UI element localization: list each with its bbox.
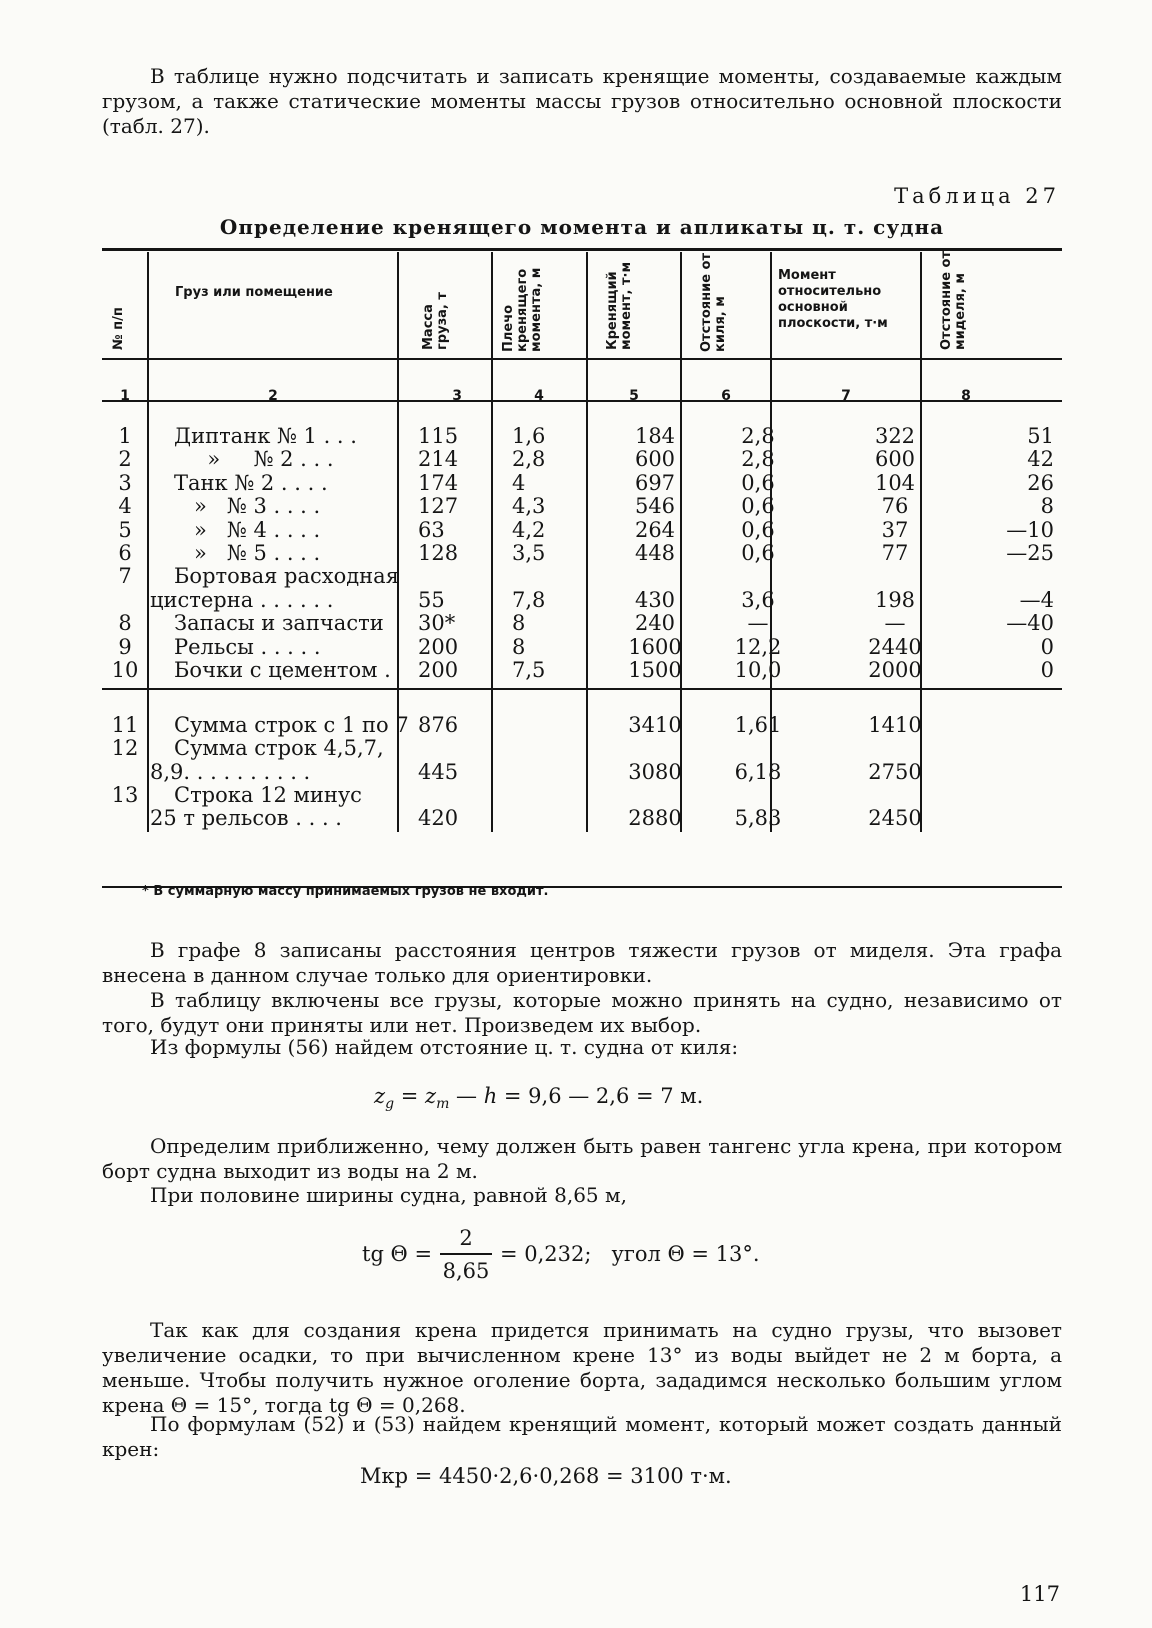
col-number: 6: [721, 388, 731, 404]
footnote: * В суммарную массу принимаемых грузов не входит.: [142, 884, 549, 899]
table-row: [102, 658, 1062, 682]
fraction-bar: [440, 1253, 492, 1255]
col-number: 1: [120, 388, 130, 404]
paragraph-included: В таблицу включены все грузы, которые можно принять на судно, независимо от того, будут они приняты или нет. Произведем их выбор.: [102, 988, 1062, 1037]
row-arm: 4,3: [512, 494, 546, 519]
row-mass: 63: [418, 517, 445, 542]
row-moment: 3410: [628, 713, 682, 737]
header-arm: Плечо кренящего момента, м: [501, 267, 544, 352]
row-midship: 51: [1027, 424, 1054, 448]
row-keel: 12,2: [734, 634, 782, 659]
table-row: [102, 424, 1062, 448]
row-cargo: Сумма строк с 1 по 7: [174, 713, 409, 737]
row-cargo: Бортовая расходная: [174, 564, 399, 589]
col-number: 2: [268, 388, 278, 404]
row-base-moment: 2750: [868, 760, 922, 784]
table-top-rule: [102, 248, 1062, 251]
formula-tg-denominator: 8,65: [442, 1259, 490, 1283]
row-cargo: 25 т рельсов . . . .: [150, 806, 342, 830]
formula-tg-lhs: tg Θ =: [362, 1242, 433, 1266]
row-mass: 30*: [418, 611, 456, 636]
row-number: 11: [111, 713, 139, 737]
row-mass: 876: [418, 713, 459, 737]
row-mass: 214: [418, 447, 459, 472]
header-npp: № п/п: [111, 307, 126, 350]
row-midship: —40: [1006, 611, 1054, 636]
row-base-moment: 77: [881, 541, 909, 565]
row-arm: 4: [512, 470, 526, 495]
row-cargo: Бочки с цементом .: [174, 658, 391, 682]
row-moment: 3080: [628, 760, 682, 784]
row-number: 7: [118, 564, 132, 589]
header-midship: Отстояние от миделя, м: [939, 250, 968, 350]
row-arm: 7,8: [512, 587, 546, 612]
row-arm: 3,5: [512, 541, 546, 565]
table-row: [102, 588, 1062, 612]
row-cargo: Строка 12 минус: [174, 783, 362, 807]
row-midship: —10: [1006, 517, 1054, 542]
row-base-moment: 1410: [868, 713, 922, 737]
row-base-moment: —: [884, 611, 906, 636]
row-number: 5: [118, 517, 132, 542]
row-base-moment: 198: [874, 587, 916, 612]
row-number: 9: [118, 634, 132, 659]
row-base-moment: 37: [881, 517, 909, 542]
row-base-moment: 2450: [868, 806, 922, 830]
row-cargo: » № 2 . . .: [174, 447, 334, 472]
header-rule: [102, 358, 1062, 360]
row-arm: 8: [512, 634, 526, 659]
paragraph-tangent: Определим приближенно, чему должен быть равен тангенс угла крена, при котором борт судна выходит из воды на 2 м.: [102, 1134, 1062, 1183]
header-cargo: Груз или помещение: [175, 285, 333, 300]
row-midship: 8: [1040, 494, 1054, 519]
row-moment: 448: [634, 541, 676, 565]
table-row: [102, 806, 1062, 830]
row-cargo: » № 5 . . . .: [174, 541, 321, 565]
row-midship: —4: [1019, 587, 1054, 612]
row-mass: 115: [418, 424, 459, 448]
row-base-moment: 104: [874, 470, 916, 495]
header-mass: Масса груза, т: [421, 292, 450, 350]
row-midship: 42: [1027, 447, 1054, 472]
row-moment: 697: [634, 470, 676, 495]
paragraph-formulas: По формулам (52) и (53) найдем кренящий момент, который может создать данный крен:: [102, 1412, 1062, 1461]
row-keel: 2,8: [741, 447, 775, 472]
row-moment: 2880: [628, 806, 682, 830]
row-keel: 0,6: [741, 517, 775, 542]
row-arm: 2,8: [512, 447, 546, 472]
row-keel: 10,0: [734, 658, 782, 682]
row-cargo: Запасы и запчасти: [174, 611, 384, 636]
col-number: 7: [841, 388, 851, 404]
row-arm: 4,2: [512, 517, 546, 542]
formula-tg-numerator: 2: [459, 1226, 473, 1250]
paragraph-halfwidth: При половине ширины судна, равной 8,65 м,: [150, 1183, 627, 1207]
row-cargo: » № 4 . . . .: [174, 517, 321, 542]
col-number: 4: [534, 388, 544, 404]
formula-zg: $z_g = z_m$ — h = 9,6 — 2,6 = 7 м.: [374, 1084, 704, 1113]
row-keel: 0,6: [741, 494, 775, 519]
table-row: [102, 783, 1062, 807]
row-arm: 7,5: [512, 658, 546, 682]
row-number: 12: [111, 736, 139, 760]
col-number: 8: [961, 388, 971, 404]
row-moment: 430: [634, 587, 676, 612]
col-number: 5: [629, 388, 639, 404]
row-keel: —: [747, 611, 769, 636]
row-midship: 0: [1040, 658, 1054, 682]
row-base-moment: 76: [881, 494, 909, 519]
row-cargo: » № 3 . . . .: [174, 494, 321, 519]
paragraph-graph8: В графе 8 записаны расстояния центров тяжести грузов от миделя. Эта графа внесена в данном случае только для ориентировки.: [102, 938, 1062, 987]
row-mass: 128: [418, 541, 459, 565]
row-cargo: 8,9. . . . . . . . . .: [150, 760, 311, 784]
row-number: 4: [118, 494, 132, 519]
table-row: [102, 736, 1062, 760]
table-row: [102, 541, 1062, 565]
table-title: Определение кренящего момента и апликаты ц. т. судна: [219, 215, 945, 239]
formula-tg-rhs: = 0,232; угол Θ = 13°.: [500, 1242, 760, 1266]
table-row: [102, 713, 1062, 737]
row-arm: 1,6: [512, 424, 546, 448]
row-moment: 600: [634, 447, 676, 472]
row-mass: 420: [418, 806, 459, 830]
table-row: [102, 447, 1062, 471]
row-cargo: Танк № 2 . . . .: [174, 470, 328, 495]
row-moment: 240: [634, 611, 676, 636]
row-cargo: цистерна . . . . . .: [150, 587, 334, 612]
row-mass: 200: [418, 634, 459, 659]
table-row: [102, 518, 1062, 542]
formula-mkr: Mкр = 4450·2,6·0,268 = 3100 т·м.: [360, 1464, 732, 1488]
row-moment: 1500: [628, 658, 682, 682]
table-row: [102, 635, 1062, 659]
row-midship: 26: [1027, 470, 1054, 495]
table-row: [102, 471, 1062, 495]
paragraph-formula56: Из формулы (56) найдем отстояние ц. т. судна от киля:: [150, 1035, 739, 1059]
row-mass: 445: [418, 760, 459, 784]
row-moment: 1600: [628, 634, 682, 659]
row-keel: 6,18: [734, 760, 782, 784]
row-number: 8: [118, 611, 132, 636]
table-label: Таблица 27: [894, 184, 1060, 208]
row-arm: 8: [512, 611, 526, 636]
header-keel: Отстояние от киля, м: [699, 252, 728, 352]
row-base-moment: 600: [874, 447, 916, 472]
row-cargo: Рельсы . . . . .: [174, 634, 321, 659]
row-keel: 5,83: [734, 806, 782, 830]
table-row: [102, 564, 1062, 588]
row-midship: —25: [1006, 541, 1054, 565]
row-keel: 2,8: [741, 424, 775, 448]
table-row: [102, 494, 1062, 518]
row-keel: 3,6: [741, 587, 775, 612]
row-cargo: Диптанк № 1 . . .: [174, 424, 357, 448]
table-row: [102, 760, 1062, 784]
sum-rule: [102, 688, 1062, 690]
header-moment: Кренящий момент, т·м: [605, 261, 634, 350]
page-number: 117: [1019, 1582, 1060, 1606]
paragraph-heel: Так как для создания крена придется принимать на судно грузы, что вызовет увеличение осадки, то при вычисленном крене 13° из воды выйдет не 2 м борта, а меньше. Чтобы получить нужное оголение борта, зададимся несколько большим углом крена Θ = 15°, тогда tg Θ = 0,268.: [102, 1318, 1062, 1417]
row-number: 2: [118, 447, 132, 472]
row-moment: 264: [634, 517, 676, 542]
row-base-moment: 2000: [868, 658, 922, 682]
col-number: 3: [452, 388, 462, 404]
row-moment: 184: [634, 424, 676, 448]
table-row: [102, 611, 1062, 635]
row-keel: 0,6: [741, 541, 775, 565]
intro-paragraph: В таблице нужно подсчитать и записать кренящие моменты, создаваемые каждым грузом, а также статические моменты массы грузов относительно основной плоскости (табл. 27).: [102, 64, 1062, 138]
row-midship: 0: [1040, 634, 1054, 659]
header-base-moment: Момент относительно основной плоскости, т·м: [778, 268, 888, 331]
row-number: 10: [111, 658, 139, 682]
row-mass: 174: [418, 470, 459, 495]
row-number: 1: [118, 424, 132, 448]
row-mass: 127: [418, 494, 459, 519]
row-keel: 0,6: [741, 470, 775, 495]
row-mass: 200: [418, 658, 459, 682]
row-base-moment: 322: [874, 424, 916, 448]
row-number: 3: [118, 470, 132, 495]
row-number: 6: [118, 541, 132, 565]
row-base-moment: 2440: [868, 634, 922, 659]
row-number: 13: [111, 783, 139, 807]
row-mass: 55: [418, 587, 445, 612]
row-keel: 1,61: [734, 713, 782, 737]
row-cargo: Сумма строк 4,5,7,: [174, 736, 384, 760]
row-moment: 546: [634, 494, 676, 519]
